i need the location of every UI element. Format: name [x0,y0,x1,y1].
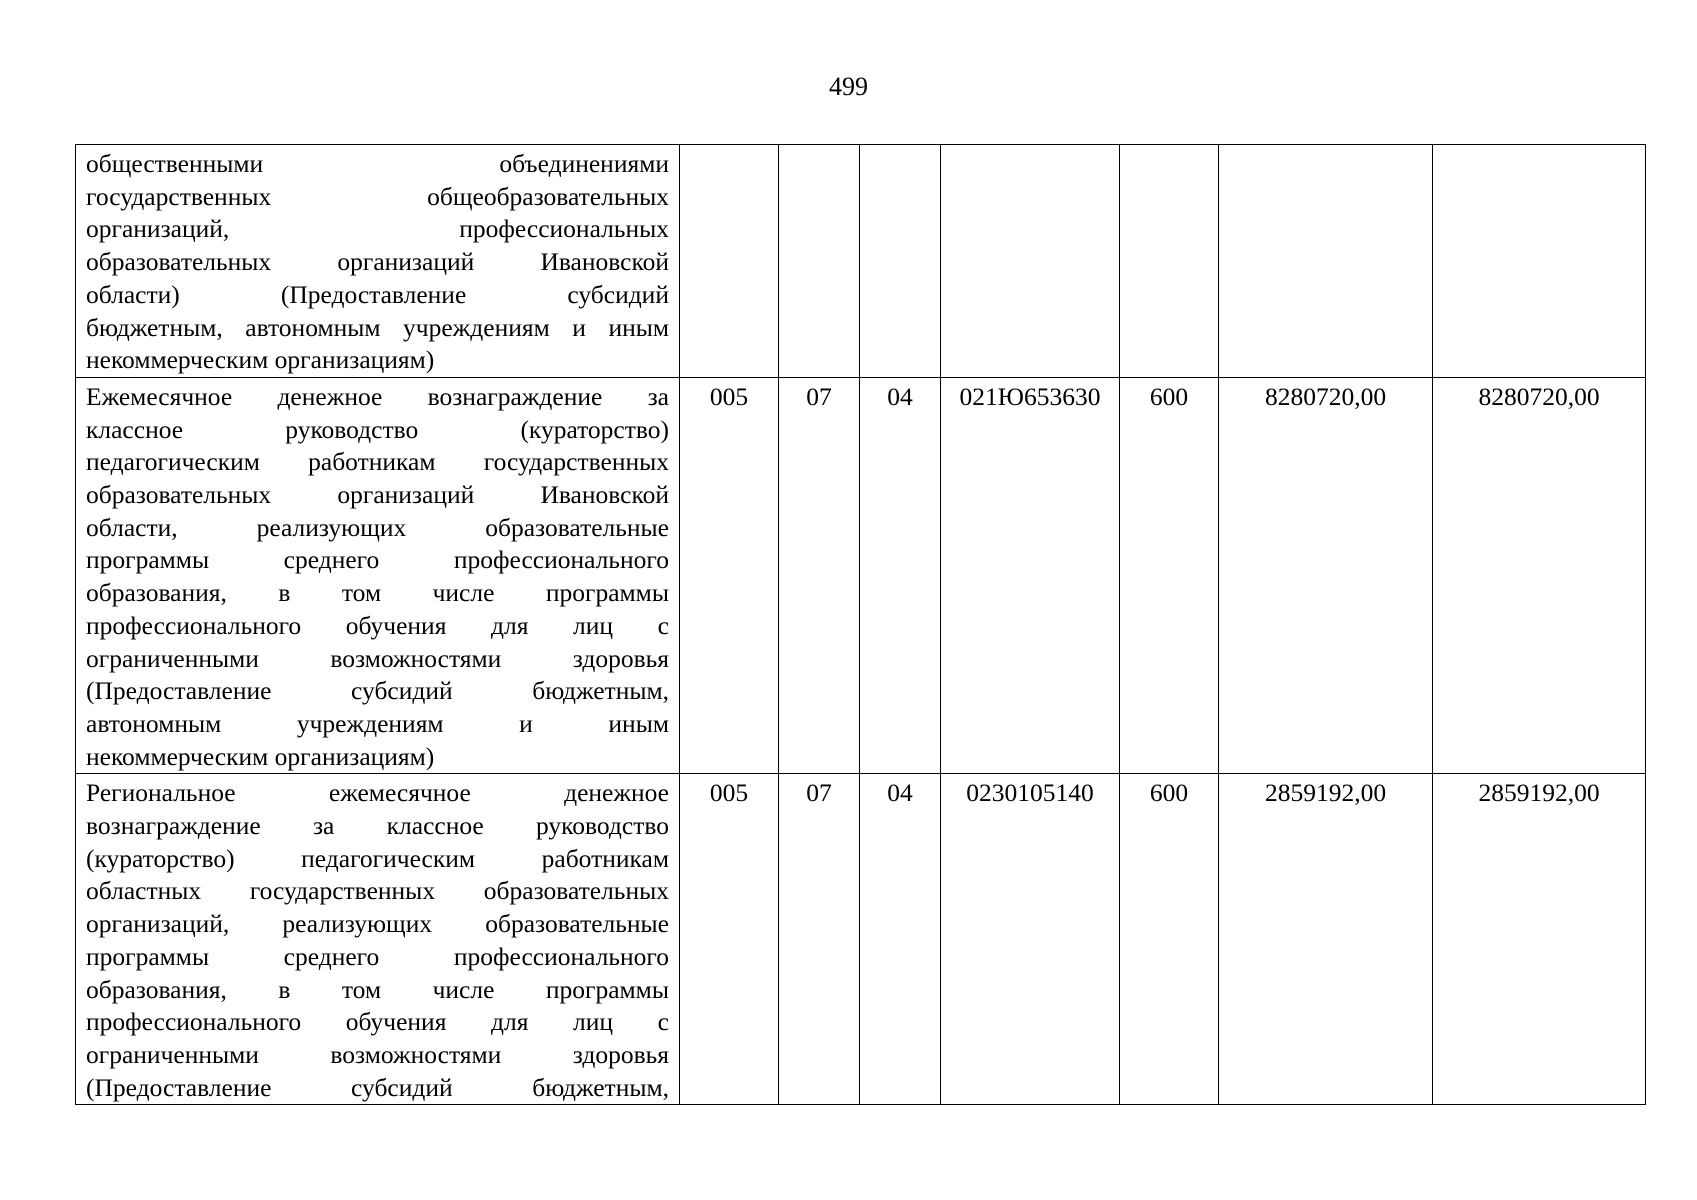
description-line: автономным учреждениям и иным [86,708,669,738]
description-line: программы среднего профессионального [86,941,669,971]
target-article-code [941,145,1120,378]
description-line: (Предоставление субсидий бюджетным, [86,676,669,706]
amount-year-2 [1433,145,1646,378]
section-code: 07 [779,377,860,773]
table-row [76,145,1646,378]
description-line: областных государственных образовательных [86,876,669,906]
description-line: вознаграждение за классное руководство [86,811,669,841]
expense-type-code: 600 [1120,774,1219,1105]
description-line: бюджетным, автономным учреждениям и иным [86,312,669,342]
description-line: (Предоставление субсидий бюджетным, [86,1072,669,1102]
description-line: (кураторство) педагогическим работникам [86,843,669,873]
description-line: образования, в том числе программы [86,578,669,608]
page-number: 499 [829,72,868,101]
amount-year-1: 8280720,00 [1219,377,1433,773]
description-line: классное руководство (кураторство) [86,414,669,444]
section-code [779,145,860,378]
subsection-code [860,145,941,378]
ministry-code: 005 [680,377,779,773]
description-line: организаций, реализующих образовательные [86,909,669,939]
expense-description [76,145,680,378]
amount-year-1: 2859192,00 [1219,774,1433,1105]
expense-type-code [1120,145,1219,378]
description-line: образования, в том числе программы [86,974,669,1004]
section-code: 07 [779,774,860,1105]
description-line: области, реализующих образовательные [86,512,669,542]
description-line: государственных общеобразовательных [86,181,669,211]
description-line: образовательных организаций Ивановской [86,247,669,277]
expense-type-code: 600 [1120,377,1219,773]
amount-year-2: 8280720,00 [1433,377,1646,773]
ministry-code: 005 [680,774,779,1105]
amount-year-2: 2859192,00 [1433,774,1646,1105]
target-article-code: 021Ю653630 [941,377,1120,773]
table-row [76,377,1646,773]
ministry-code [680,145,779,378]
description-line: Ежемесячное денежное вознаграждение за [86,381,669,411]
description-line: педагогическим работникам государственных [86,447,669,477]
subsection-code: 04 [860,377,941,773]
budget-table [75,144,1646,1105]
description-line: области) (Предоставление субсидий [86,279,669,309]
description-line: ограниченными возможностями здоровья [86,643,669,673]
amount-year-1 [1219,145,1433,378]
description-line: организаций, профессиональных [86,214,669,244]
description-line: Региональное ежемесячное денежное [86,778,669,808]
description-line: некоммерческим организациям) [86,345,435,375]
target-article-code: 0230105140 [941,774,1120,1105]
table-body [76,145,1646,1105]
description-line: профессионального обучения для лиц с [86,1007,669,1037]
description-line: некоммерческим организациям) [86,741,435,771]
description-line: общественными объединениями [86,149,669,178]
subsection-code: 04 [860,774,941,1105]
description-line: программы среднего профессионального [86,545,669,575]
description-line: образовательных организаций Ивановской [86,480,669,510]
description-line: профессионального обучения для лиц с [86,610,669,640]
table-row [76,774,1646,1105]
expense-description [76,774,680,1105]
description-line: ограниченными возможностями здоровья [86,1039,669,1069]
expense-description [76,377,680,773]
